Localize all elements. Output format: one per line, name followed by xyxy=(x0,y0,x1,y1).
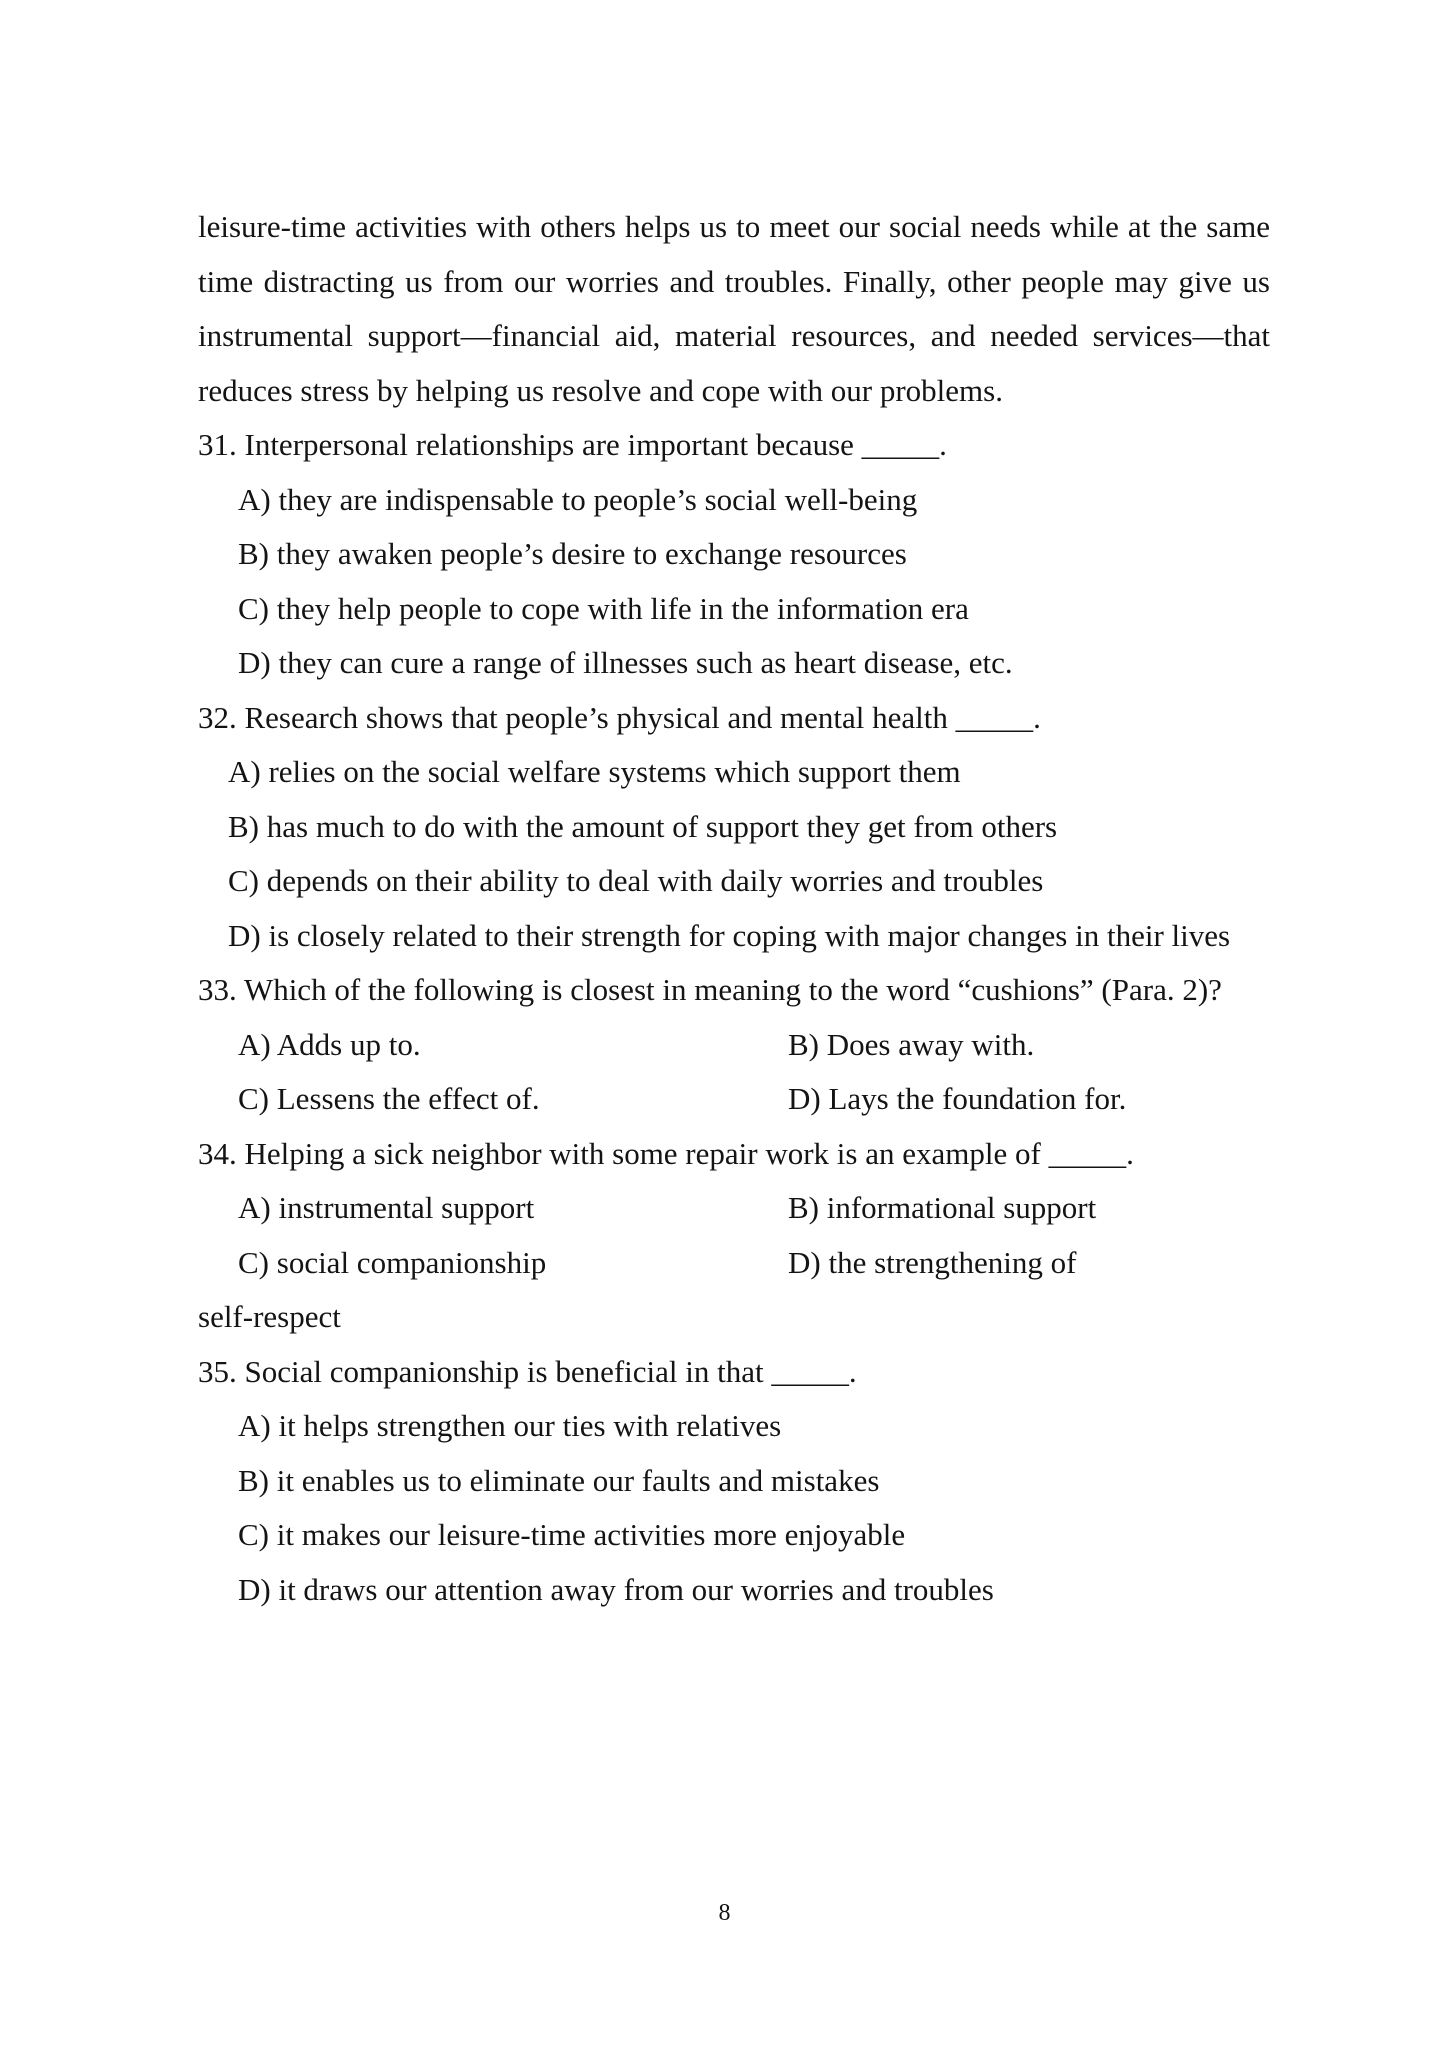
option-d: D) is closely related to their strength for coping with major changes in their lives xyxy=(228,917,1231,953)
option-a: A) it helps strengthen our ties with relatives xyxy=(238,1408,782,1443)
passage-continuation xyxy=(198,200,1270,418)
option-b: B) informational support xyxy=(788,1190,1097,1225)
question-stem: 35. Social companionship is beneficial in that _____. xyxy=(198,1353,857,1389)
option-b: B) has much to do with the amount of support they get from others xyxy=(228,808,1058,844)
option-b: B) it enables us to eliminate our faults and mistakes xyxy=(238,1462,880,1498)
page-content xyxy=(198,200,1270,1617)
question-stem: 32. Research shows that people’s physical and mental health _____. xyxy=(198,699,1041,735)
passage-line: people may give us instrumental support—financial aid, material resources, xyxy=(198,263,1270,353)
passage-line: the same time distracting us from our worries and troubles. Finally, other xyxy=(198,209,1270,299)
option-d: D) the strengthening of xyxy=(788,1244,1077,1280)
option-c: C) it makes our leisure-time activities more enjoyable xyxy=(238,1517,906,1552)
question-34 xyxy=(198,1127,1270,1345)
option-c: C) Lessens the effect of. xyxy=(238,1081,540,1116)
option-c: C) depends on their ability to deal with daily worries and troubles xyxy=(228,863,1044,898)
option-row xyxy=(198,1072,1270,1127)
question-32 xyxy=(198,691,1270,964)
option-b: B) Does away with. xyxy=(788,1026,1035,1062)
option-c: C) social companionship xyxy=(238,1244,547,1280)
option-a: A) relies on the social welfare systems which support them xyxy=(228,754,961,789)
question-stem: 31. Interpersonal relationships are important because _____. xyxy=(198,427,947,462)
option-a: A) they are indispensable to people’s social well-being xyxy=(238,481,918,517)
passage-line: our problems. xyxy=(830,372,1003,408)
option-row xyxy=(198,1018,1270,1073)
question-31 xyxy=(198,418,1270,691)
question-stem: 34. Helping a sick neighbor with some repair work is an example of _____. xyxy=(198,1135,1134,1171)
passage-line: and needed services—that reduces stress by helping us resolve and cope with xyxy=(198,318,1270,408)
passage-line: leisure-time activities with others helps us to meet our social needs while at xyxy=(198,209,1151,244)
option-d: D) they can cure a range of illnesses such as heart disease, etc. xyxy=(238,645,1013,680)
question-35 xyxy=(198,1345,1270,1618)
option-a: A) Adds up to. xyxy=(238,1026,421,1062)
option-d-continuation: self-respect xyxy=(198,1299,341,1334)
option-a: A) instrumental support xyxy=(238,1190,535,1225)
option-row xyxy=(198,1236,1270,1291)
option-d: D) Lays the foundation for. xyxy=(788,1081,1127,1116)
question-33 xyxy=(198,963,1270,1127)
option-d: D) it draws our attention away from our worries and troubles xyxy=(238,1571,994,1607)
question-stem: 33. Which of the following is closest in meaning to the word “cushions” (Para. 2)? xyxy=(198,972,1222,1007)
option-b: B) they awaken people’s desire to exchange resources xyxy=(238,536,907,571)
page-number: 8 xyxy=(718,1900,731,1926)
option-row xyxy=(198,1181,1270,1236)
option-c: C) they help people to cope with life in the information era xyxy=(238,590,969,626)
